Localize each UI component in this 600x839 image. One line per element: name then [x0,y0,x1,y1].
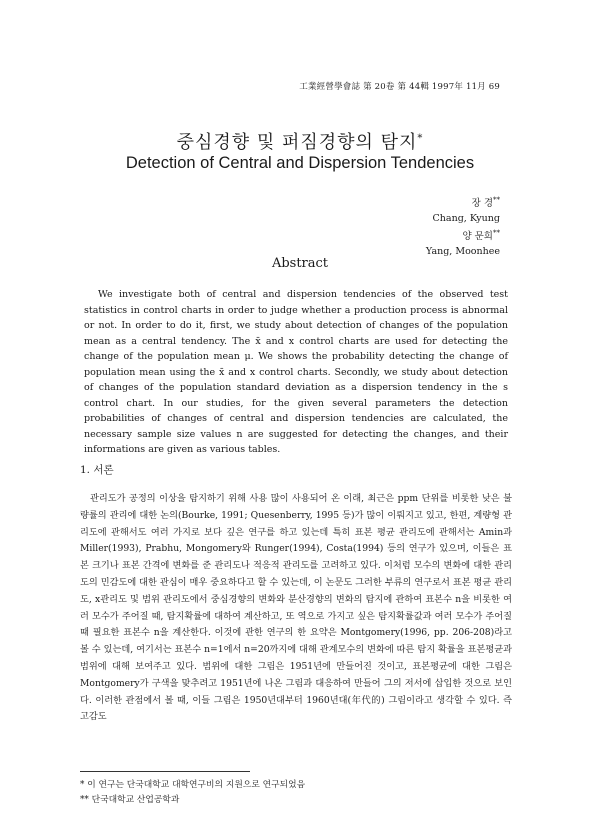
author-2-korean-name: 양 문희 [462,231,493,243]
abstract-body [84,287,508,458]
author-2-korean [426,226,500,245]
section-paragraph: 관리도가 공정의 이상을 탐지하기 위해 사용 많이 사용되어 온 이래, 최근은 ppm 단위를 비롯한 낮은 불량률의 관리에 대한 논의(Bourke, 1991; Quesenberry, 1995 등)가 많이 이뤄지고 있고, 한편, 계량형 관리도에 관해서도 여러 가지로 보다 깊은 연구를 하고 있는데 특히 표본 평균 관리도에 관해서는 Amin과 Miller(1993), Prabhu, Mongomery와 Runger(1994), Costa(1994) 등의 연구가 있으며, 이들은 표본 크기나 표본 간격에 변화를 준 관리도나 적응적 관리도를 고려하고 있다. 이처럼 모수의 변화에 대한 관리도의 민감도에 대한 관심이 매우 중요하다고 할 수 있는데, 이 논문도 그러한 부류의 연구로서 표본 평균 관리도, x관리도 및 범위 관리도에서 중심경향의 변화와 분산경향의 변화의 탐지에 관하여 표본수 n을 비롯한 여러 모수가 주어질 때, 탐지확률에 대하여 계산하고, 또 역으로 가지고 싶은 탐지확률값과 여러 모수가 주어질 때 필요한 표본수 n을 계산한다. 이것에 관한 연구의 한 요약은 Montgomery(1996, pp. 206-208)라고 볼 수 있는데, 여기서는 표본수 n=1에서 n=20까지에 대해 관계모수의 변화에 따른 탐지 확률을 표본평균과 범위에 대해 보여주고 있다. 범위에 대한 그림은 1951년에 만들어진 것이고, 표본평균에 대한 그림은 Montgomery가 구색을 맞추려고 1951년에 나온 그림과 대응하여 만들어 그의 저서에 삽입한 것으로 보인다. 이러한 관점에서 볼 때, 이들 그림은 1950년대부터 1960년대(年代的) 그림이라고 생각할 수 있다. 즉 고감도 [80,493,512,723]
footnote-divider [80,771,250,772]
section-heading: 1. 서론 [80,464,114,476]
running-head: 工業經營學會誌 第 20卷 第 44輯 1997年 11月 69 [299,82,500,92]
title-footnote-mark: * [417,133,424,144]
footnote-1: * 이 연구는 단국대학교 대학연구비의 지원으로 연구되었음 [80,780,306,790]
author-2-english: Yang, Moonhee [425,246,500,258]
abstract-paragraph: We investigate both of central and dispersion tendencies of the observed test statistics in control charts in order to judge whether a production process is abnormal or not. In order to do it, first, we study about detection of changes of the population mean as a central tendency. The x̄ and x control charts are used for detecting the change of the population mean μ. We shows the probability detecting the change of population mean using the x̄ and x control charts. Secondly, we study about detection of changes of the population standard deviation as a dispersion tendency in the s control chart. In our studies, for the given several parameters the detection probabilities of changes of central and dispersion tendencies are calculated, the necessary sample size values n are suggested for detecting the changes, and their informations are given as various tables. [84,289,508,455]
author-block [426,193,500,260]
author-2-mark: ** [493,229,500,238]
english-title: Detection of Central and Dispersion Tendencies [125,154,475,172]
footnotes [80,778,305,808]
footnote-2: ** 단국대학교 산업공학과 [80,795,180,805]
korean-title [0,128,600,154]
author-1-korean [426,193,500,212]
section-body [80,491,512,726]
korean-title-text: 중심경향 및 퍼짐경향의 탐지 [176,132,418,153]
author-1-english: Chang, Kyung [432,212,500,224]
author-1-mark: ** [493,196,500,204]
abstract-heading: Abstract [271,256,329,271]
author-1-korean-name: 장 경 [471,198,493,210]
